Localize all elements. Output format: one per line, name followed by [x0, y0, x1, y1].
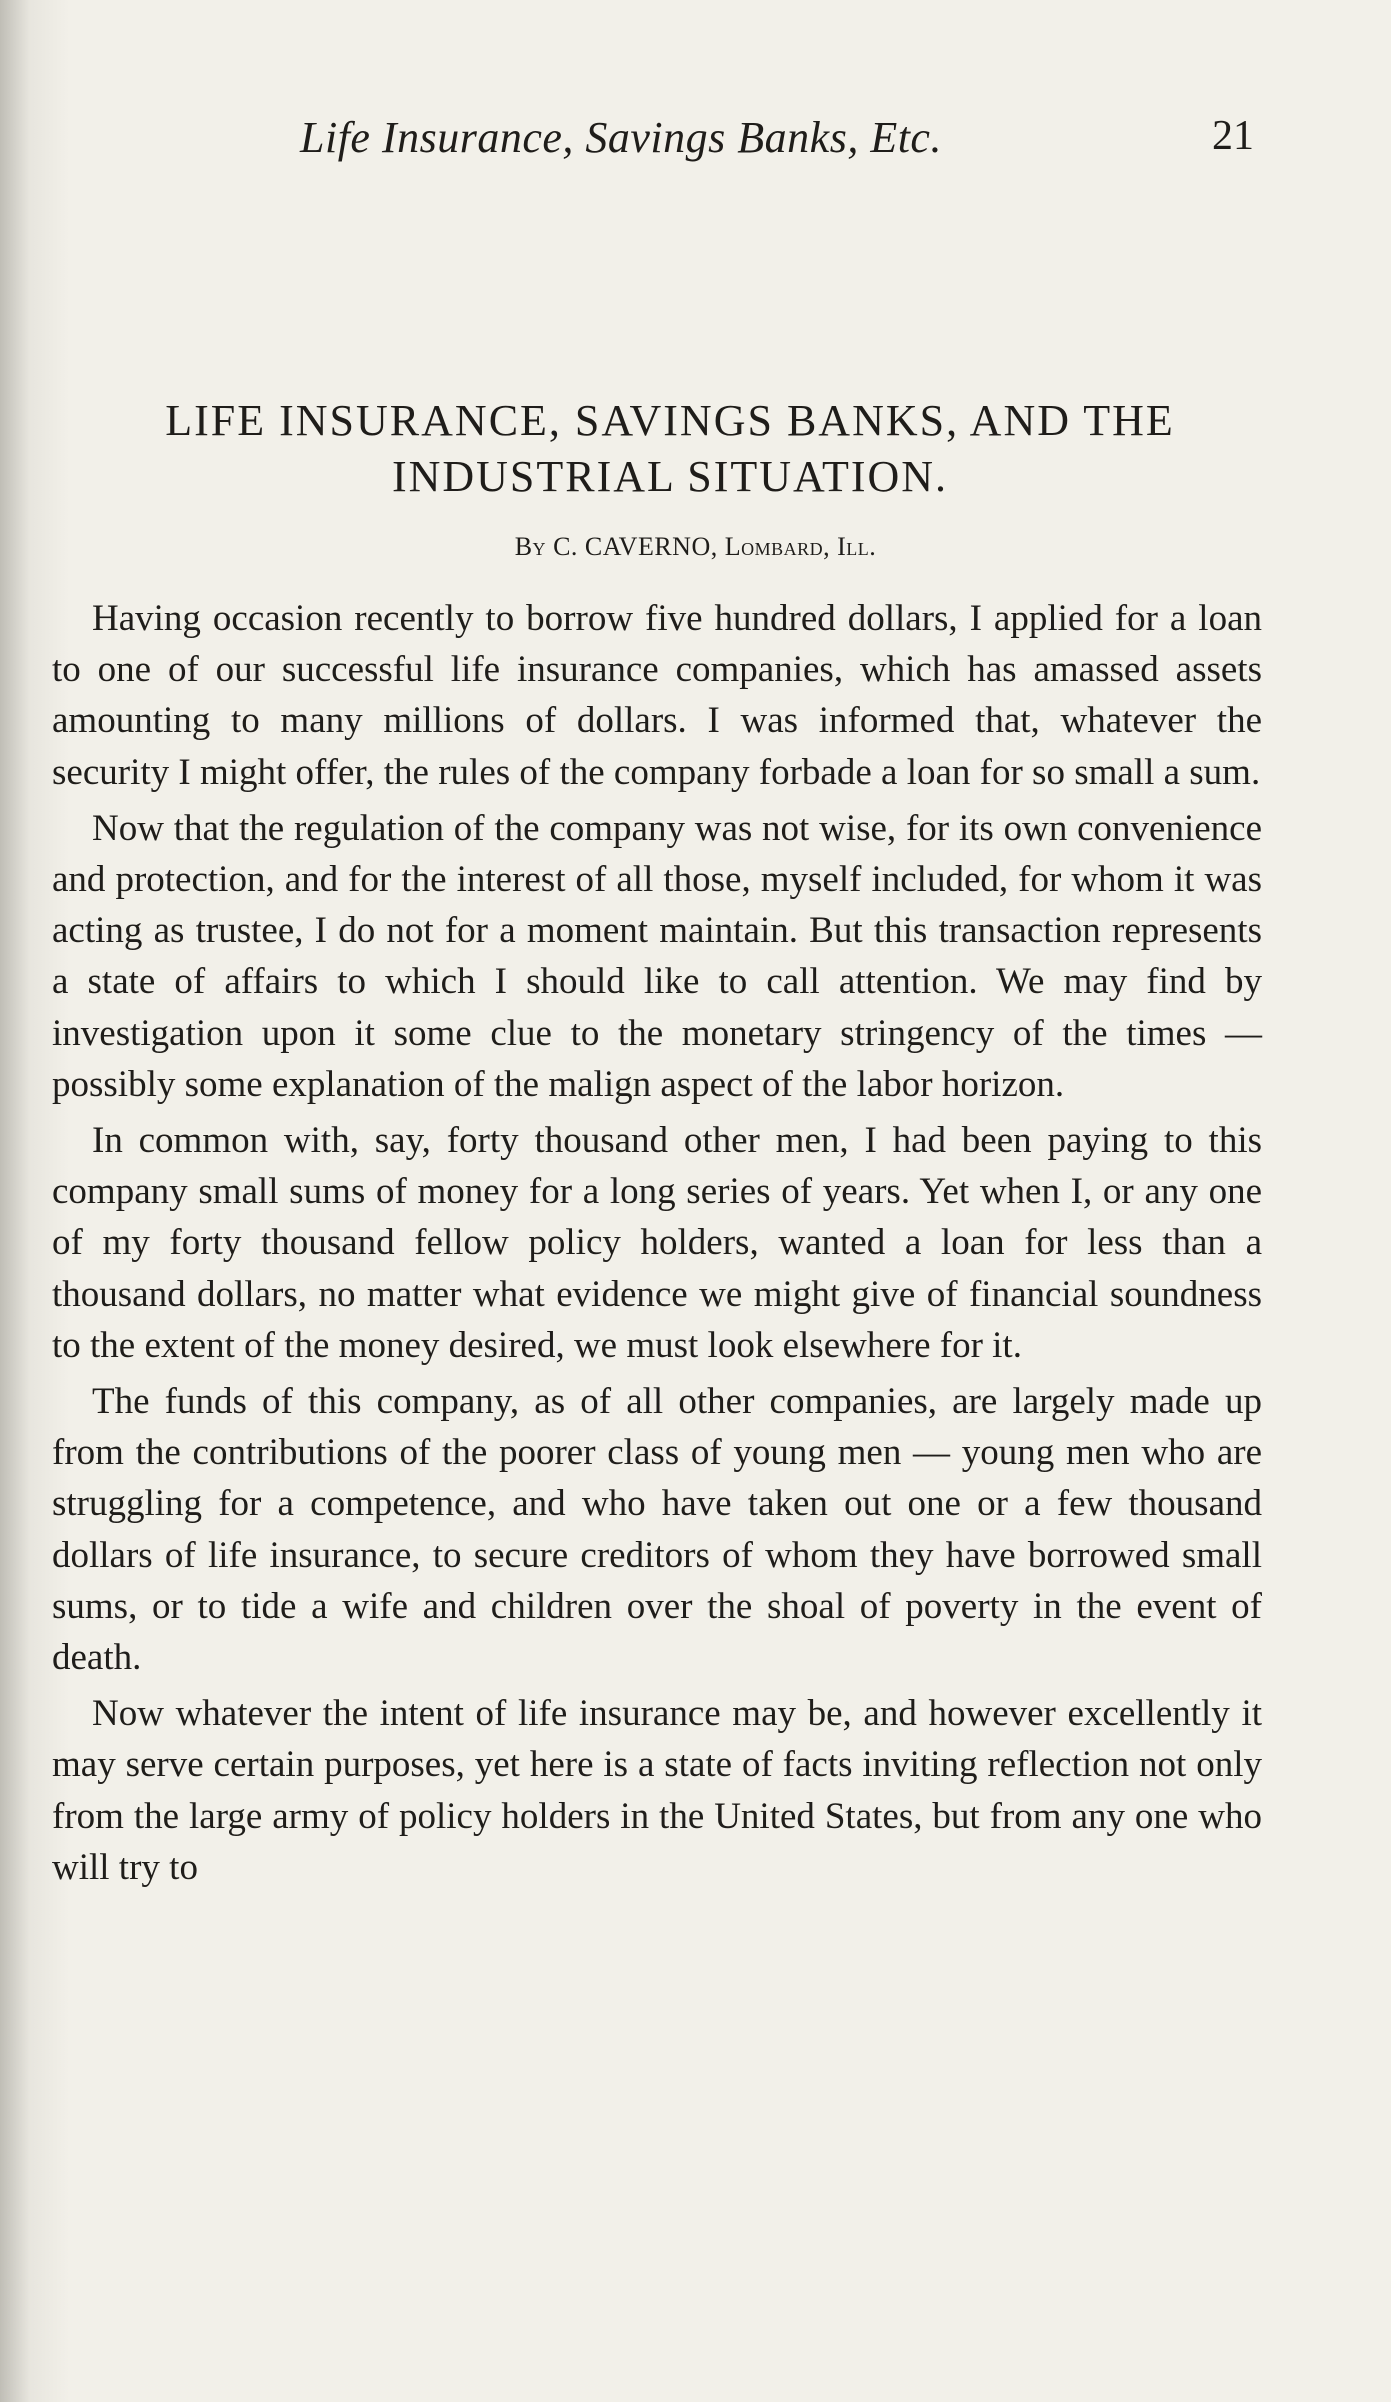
paragraph: In common with, say, forty thousand other men, I had been paying to this company small sums of money for a long series of years. Yet when I, or any one of my forty thousand fellow policy holders, wanted a loan for less than a thousand dollars, no matter what evidence we might give of financial soundness to the extent of the money desired, we must look elsewhere for it. [52, 1120, 1262, 1366]
byline-place: Lombard, Ill. [724, 532, 877, 561]
byline [0, 532, 1391, 562]
page-number: 21 [1212, 113, 1254, 159]
paragraph: The funds of this company, as of all other companies, are largely made up from the contributions of the poorer class of young men — young men who are struggling for a competence, and who have taken out one or a few thousand dollars of life insurance, to secure creditors of whom they have borrowed small sums, or to tide a wife and children over the shoal of poverty in the event of death. [52, 1381, 1262, 1679]
article-title [70, 393, 1270, 505]
paragraph: Having occasion recently to borrow five hundred dollars, I applied for a loan to one of our successful life insurance companies, which has amassed assets amounting to many millions of dollars. I was informed that, whatever the security I might offer, the rules of the company forbade a loan for so small a sum. [52, 598, 1262, 793]
byline-by: By [514, 532, 547, 561]
running-head [0, 112, 1391, 172]
article-title-line-1: LIFE INSURANCE, SAVINGS BANKS, AND THE [165, 396, 1175, 445]
running-head-title: Life Insurance, Savings Banks, Etc. [300, 113, 942, 162]
article-body [52, 593, 1262, 1893]
article-title-line-2: INDUSTRIAL SITUATION. [391, 452, 949, 501]
paragraph: Now whatever the intent of life insurance may be, and however excellently it may serve certain purposes, yet here is a state of facts inviting reflection not only from the large army of policy holders in the United States, but from any one who will try to [52, 1693, 1262, 1888]
byline-author: C. CAVERNO, [553, 532, 718, 561]
paragraph: Now that the regulation of the company was not wise, for its own convenience and protection, and for the interest of all those, myself included, for whom it was acting as trustee, I do not for a moment maintain. But this transaction represents a state of affairs to which I should like to call attention. We may find by investigation upon it some clue to the monetary stringency of the times — possibly some explanation of the malign aspect of the labor horizon. [52, 807, 1262, 1105]
